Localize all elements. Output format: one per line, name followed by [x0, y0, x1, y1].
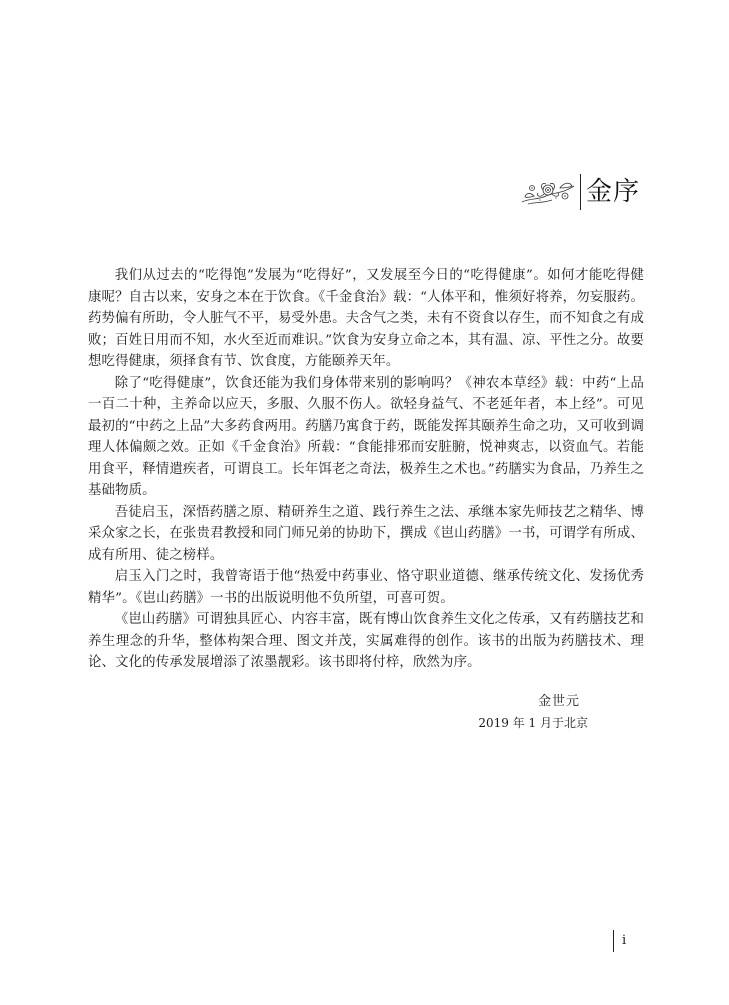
signature-date: 2019 年 1 月于北京: [478, 716, 588, 730]
preface-heading: [520, 172, 660, 212]
paragraph: 《岜山药膳》可谓独具匠心、内容丰富，既有博山饮食养生文化之传承，又有药膳技艺和养生理念的升华，整体构架合理、图文并茂，实属难得的创作。该书的出版为药膳技术、理论、文化的传承发展增添了浓墨靓彩。该书即将付梓，欣然为序。: [88, 612, 644, 670]
paragraph: 除了“吃得健康”，饮食还能为我们身体带来别的影响吗？《神农本草经》载：中药“上品一百二十种，主养命以应天，多服、久服不伤人。欲轻身益气、不老延年者，本上经”。可见最初的“中药之上品”大多药食两用。药膳乃寓食于药，既能发挥其颐养生命之功，又可收到调理人体偏颇之效。正如《千金食治》所载：“食能排邪而安脏腑，悦神爽志，以资血气。若能用食平，释情遣疾者，可谓良工。长年饵老之奇法，极养生之术也。”药膳实为食品，乃养生之基础物质。: [88, 375, 644, 498]
footer-divider: [613, 930, 614, 952]
signature-block: [440, 692, 640, 734]
paragraph: 吾徒启玉，深悟药膳之原、精研养生之道、践行养生之法、承继本家先师技艺之精华、博采众家之长，在张贵君教授和同门师兄弟的协助下，撰成《岜山药膳》一书，可谓学有所成、成有所用、徒之榜样。: [88, 504, 644, 563]
paragraph: 我们从过去的“吃得饱”发展为“吃得好”，又发展至今日的“吃得健康”。如何才能吃得健康呢？自古以来，安身之本在于饮食。《千金食治》载：“人体平和，惟须好将养，勿妄服药。药势偏有所助，令人脏气不平，易受外患。夫含气之类，未有不资食以存生，而不知食之有成败；百姓日用而不知，水火至近而难识。”饮食为安身立命之本，其有温、凉、平性之分。故要想吃得健康，须择食有节、饮食度，方能颐养天年。: [88, 268, 644, 369]
page-number: i: [622, 933, 627, 948]
preface-title: 金序: [586, 177, 641, 207]
paragraph: 启玉入门之时，我曾寄语于他“热爱中药事业、恪守职业道德、继承传统文化、发扬优秀精华”。《岜山药膳》一书的出版说明他不负所望，可喜可贺。: [88, 569, 644, 606]
preface-body: [88, 265, 644, 674]
heading-divider: [580, 174, 581, 210]
flower-ornament-icon: [520, 176, 576, 210]
author-name: 金世元: [537, 694, 580, 709]
